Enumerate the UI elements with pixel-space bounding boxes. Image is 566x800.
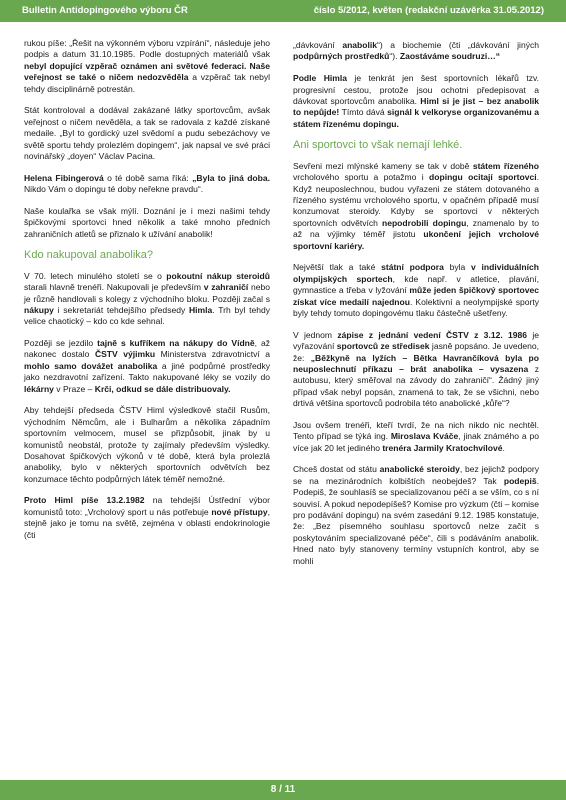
paragraph [293, 330, 539, 410]
bold-text: pokoutní nákup steroidů [166, 270, 270, 281]
paragraph [24, 206, 270, 240]
bold-text: ČSTV výjimku [94, 349, 156, 360]
section-heading [24, 250, 270, 261]
paragraph [24, 271, 270, 328]
text-run: Tímto dává [339, 107, 388, 118]
text-run: Ani sportovci to však nemají lehké. [293, 139, 463, 152]
text-run: , stejně jako je tomu na světě, zejména v oblasti endokrinologie (čti [24, 506, 270, 540]
text-run: a vzpěrač tak nebyl tehdy disciplinárně potrestán. [24, 72, 270, 94]
paragraph [24, 105, 270, 162]
bold-text: podpůrných prostředků [293, 51, 390, 62]
text-run: . Kolektivní a neolympijské sporty byly tehdy tomuto dopingovému tlaku částečně ušetřeny. [293, 296, 540, 319]
bold-text: anabolické steroidy [379, 464, 460, 475]
paragraph [293, 262, 539, 319]
paragraph [24, 338, 270, 395]
text-run: , až nakonec dostalo [24, 338, 271, 360]
text-run: je vyřazování [293, 329, 539, 352]
text-run: , znamenalo by to až na výjimky téměř jistotu [293, 217, 539, 240]
text-run: byla [443, 262, 472, 273]
text-run: Aby tehdejší předseda ČSTV Himl výsledkově stačil Rusům, východním Němcům, ale i Bulharům a několika západním sportovním velmocem, musel se přizpůsobit, jinak by u komunistů neobstál, protože ty zajímaly především výsledky. Dosahovat špičkových výkonů v té době, která byla prolezlá anaboliky, bylo v některých sportovních odvětvích bez konzumace těchto podpůrných látek téměř nemožné. [24, 405, 270, 484]
bold-text: ukončení jejich vrcholové sportovní kariéry. [293, 229, 540, 251]
bold-text: dopingu ocitají sportovci [429, 172, 537, 183]
text-run: na tehdejší Ústřední výbor komunistů toto: „Vrcholový sport u nás potřebuje [24, 495, 270, 517]
paragraph [24, 495, 270, 541]
paragraph [293, 40, 539, 63]
text-run: Stát kontroloval a dodával zakázané látky sportovcům, avšak veřejnost o ničem nevěděla, a tak se radovala z každé získané medaile. „Byl to gordický uzel svědomí a pudu sebezáchovy ve světě sportu tehdy prolezlém dopingem“, jak napsal ve své práci novinářský „doyen“ Václav Pacina. [24, 105, 270, 161]
bold-text: Miroslava Kváče [390, 431, 459, 442]
paragraph [293, 73, 539, 130]
text-run: o té době sama říká: [103, 172, 193, 183]
text-run: , jinak známého a po více jak 20 let jediného [293, 431, 539, 453]
page-footer [0, 780, 566, 800]
bold-text: nákupy [24, 304, 54, 315]
paragraph [293, 464, 539, 567]
text-run: V 70. letech minulého století se o [24, 270, 167, 281]
bold-text: Krči, odkud se dále distribuovaly. [94, 383, 231, 394]
bold-text: lékárny [24, 383, 54, 394]
bold-text: může jeden špičkový sportovec získat více medailí najednou [293, 285, 539, 307]
right-column [293, 40, 539, 577]
text-run: Později se jezdilo [24, 338, 98, 349]
text-run: a jiné podpůrné prostředky jako nezdravotní zařízení. Takto nakupované léky se vozily do [24, 360, 270, 383]
bold-text: Helena Fibingerová [24, 172, 104, 183]
text-run: jasně popsáno. Je uvedeno, že: [293, 341, 539, 363]
page-header [0, 0, 566, 22]
text-run: . Podepiš, že souhlasíš se specializovanou péčí a se vším, co s ní souvisí. A pokud nepodepíšeš? Komise pro výzkum (čti – komise pro podávání dopingu) na svém zasedání 9.12. 1985 konstatuje, že: „Bez písemného souhlasu sportovců nelze začít s poskytováním specializované péče“, čili s podáváním anabolik. Hned nato byly stanoveny termíny vstupních kontrol, aby se mohli [293, 475, 539, 566]
text-run: starali hlavně trenéři. Nakupovali je především [24, 282, 204, 293]
left-column [24, 38, 270, 551]
bold-text: zápise z jednání vedení ČSTV z 3.12. 1986 [337, 329, 528, 340]
bold-text: podepiš [503, 475, 537, 486]
bold-text: nepodrobili dopingu [381, 217, 467, 228]
text-run: . [502, 442, 505, 453]
bold-text: Himl si je jist – bez anabolik to nepůjde! [293, 95, 539, 118]
bold-text: tajně s kufříkem na nákupy do Vídně [97, 338, 255, 349]
bulletin-title: Bulletin Antidopingového výboru ČR [22, 5, 188, 16]
bold-text: státní podpora [381, 262, 444, 273]
text-run: Ministerstva zdravotnictví a [155, 349, 271, 360]
text-run: rukou píše: „Řešit na výkonném výboru vzpírání“, následuje jeho podpis a datum 31.10.1985. Podle dostupných materiálů však [24, 38, 270, 60]
text-run: z autobusu, který směřoval na závody do zahraničí“. Žádný jiný případ však nebyl popsán, znamená to tak, že se všichni, nebo drtivá většina sportovců podrobila této anabolické „kůře“? [293, 363, 539, 409]
bold-text: v zahraničí [203, 282, 249, 293]
text-run: Naše koulařka se však mýlí. Doznání je i mezi našimi tehdy špičkovými sportovci hned několik a také mnoho předních zahraničních atletů se přiznalo k užívání anabolik! [24, 205, 270, 239]
text-run: v Praze – [53, 383, 95, 394]
text-run: , bez jejichž podpory se na mezinárodních kolbištích neobejdeš? Tak [293, 464, 539, 486]
text-run: je tenkrát jen šest sportovních lékařů tzv. progresivní cestou, protože jsou ochotni předepisovat a dávkovat sportovcům anabolika. [293, 73, 540, 106]
bold-text: mohlo samo dovážet anabolika [24, 360, 158, 371]
text-run: . Trh byl tehdy velice chaotický – kdo co kde sehnal. [24, 304, 271, 327]
bold-text: anabolik [342, 40, 377, 50]
text-run: Chceš dostat od státu [293, 464, 380, 475]
paragraph [293, 161, 539, 252]
bold-text: Zaostáváme soudruzi…“ [399, 51, 501, 62]
paragraph [24, 173, 270, 196]
text-run: V jednom [293, 329, 338, 340]
text-run: i sekretariát tehdejšího předsedy [53, 304, 189, 315]
text-run: Kdo nakupoval anabolika? [24, 249, 154, 262]
text-run: vrcholového sportu a potažmo i [293, 172, 430, 183]
text-run: Nikdo Vám o dopingu té doby neřekne pravdu“. [24, 184, 204, 195]
bold-text: sportovců ze středisek [336, 341, 430, 352]
text-run: “) a biochemie (čti „dávkování jiných [377, 40, 539, 50]
text-run: “). [389, 51, 400, 62]
section-heading [293, 140, 539, 151]
bold-text: trenéra Jarmily Kratochvílové [382, 442, 503, 453]
bold-text: Himla [188, 304, 213, 315]
text-run: . Když neuposlechnou, budou vyřazeni ze státem dotovaného a řízeného systému vrcholového sportu, v opačném případě musí konzumovat steroidy. Kdyby se sportovci v některých sportovních odvětvích [293, 172, 539, 228]
text-run: Jsou ovšem trenéři, kteří tvrdí, že na nich nikdo nic nechtěl. Tento případ se týká ing. [293, 419, 539, 442]
bold-text: signál k velkoryse organizovanému a státem řízenému dopingu. [293, 107, 539, 129]
text-run: Největší tlak a také [293, 262, 382, 273]
paragraph [24, 405, 270, 485]
bold-text: „Běžkyně na lyžích – Bětka Havrančíková byla po neuposlechnutí příkazu – brát anabolika – vysazena [293, 352, 539, 374]
text-run: nebo je různě handlovali s kolegy z východního bloku. Později začal s [24, 282, 270, 304]
bold-text: nové přístupy [211, 506, 268, 517]
bold-text: „Byla to jiná doba. [192, 172, 270, 183]
bold-text: v individuálních olympijských sportech [293, 262, 539, 284]
page-number: 8 / 11 [270, 784, 296, 795]
text-run: , kde např. v atletice, plavání, gymnastice a třeba v lyžování [293, 273, 539, 296]
issue-info: číslo 5/2012, květen (redakční uzávěrka 31.05.2012) [313, 5, 544, 16]
bold-text: Podle Himla [293, 73, 347, 84]
text-run: Sevřeni mezi mlýnské kameny se tak v době [293, 160, 473, 171]
text-run: „dávkování [293, 40, 343, 50]
bold-text: Proto Himl píše 13.2.1982 [24, 495, 145, 506]
bold-text: státem řízeného [472, 160, 539, 171]
paragraph [293, 420, 539, 454]
paragraph [24, 38, 270, 95]
bold-text: nebyl dopující vzpěrač oznámen ani světové federaci. Našе veřejnost se také o ničem nedozvěděla [24, 60, 270, 83]
